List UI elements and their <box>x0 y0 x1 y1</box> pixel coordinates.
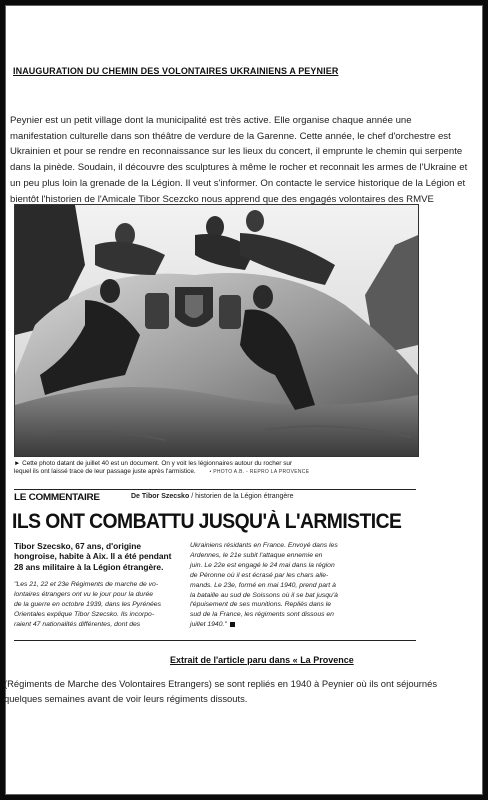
body-line: l'épuisement de ses munitions. Repliés dans le <box>190 601 332 609</box>
divider <box>14 489 416 490</box>
lead-line: hongroise, habite à Aix. Il a été pendant <box>14 551 172 562</box>
caption-text: lequel ils ont laissé trace de leur passage juste après l'armistice. <box>14 468 196 476</box>
outro-line: (Régiments de Marche des Volontaires Etrangers) se sont repliés en 1940 à Peynier où ils ont séjournés <box>4 678 438 689</box>
intro-line: Peynier est un petit village dont la municipalité est très active. Elle organise chaque année une <box>10 115 412 126</box>
byline-name: De Tibor Szecsko <box>131 493 190 500</box>
body-line: lontaires étrangers ont vu le jour pour la durée <box>14 590 154 598</box>
body-line: raient 47 nationalités différentes, dont des <box>14 620 141 628</box>
divider <box>14 640 416 641</box>
body-line: mands. Le 23e, formé en mai 1940, prend part à <box>190 581 336 589</box>
intro-paragraph <box>10 113 480 207</box>
outro-line: quelques semaines avant de voir leurs régiments dissouts. <box>4 693 248 704</box>
body-line: juillet 1940." <box>190 621 227 629</box>
lead-line: Tibor Szecsko, 67 ans, d'origine <box>14 541 142 551</box>
body-line: juin. Le 22e est engagé le 24 mai dans la région <box>190 561 335 569</box>
historical-photo <box>14 204 419 457</box>
outro-paragraph <box>4 676 480 706</box>
intro-line: manifestation culturelle dans son théâtre de verdure de la Garenne. Cette année, le chef d'orchestre est <box>10 130 451 142</box>
caption-line: ► Cette photo datant de juillet 40 est un document. On y voit les légionnaires autour du rocher sur <box>14 460 293 467</box>
intro-line: un peu plus loin la grenade de la Légion. Il veut s'informer. On contacte le service historique de la Légion et <box>10 177 466 189</box>
intro-line: dans la pinède. Soudain, il découvre des sculptures à même le rocher et reconnait les armes de l'Ukraine et <box>10 162 468 174</box>
body-line: Orientales explique Tibor Szecsko. Ils incorpo- <box>14 610 155 618</box>
left-column <box>14 541 189 629</box>
body-line: Ardennes, le 21e subit l'attaque ennemie en <box>190 551 323 559</box>
byline-role: / historien de la Légion étrangère <box>191 493 294 500</box>
article-title: INAUGURATION DU CHEMIN DES VOLONTAIRES UKRAINIENS A PEYNIER <box>13 66 339 76</box>
lead-line: 28 ans militaire à la Légion étrangère. <box>14 561 164 572</box>
body-line: la bataille au sud de Soissons où il se bat jusqu'à <box>190 591 338 599</box>
caption-line <box>14 468 414 476</box>
photo-credit: • PHOTO A.B. - REPRO LA PROVENCE <box>209 469 310 476</box>
section-label: LE COMMENTAIRE <box>14 492 100 503</box>
byline <box>131 493 294 500</box>
body-line: Ukrainiens résidants en France. Envoyé dans les <box>190 542 338 549</box>
right-column <box>190 541 415 630</box>
photo-caption <box>14 460 414 477</box>
body-line: de Péronne où il est écrasé par les chars alle- <box>190 571 329 579</box>
body-text <box>14 580 189 630</box>
body-line-last <box>190 620 415 630</box>
body-line: sud de la France, les régiments sont dissous en <box>190 611 334 619</box>
legionnaires-at-rock-photo <box>15 205 418 456</box>
intro-line: Ukrainien et pour se rendre en reconnaissance sur les lieux du concert, il emprunte le chemin qui serpente <box>10 146 463 158</box>
lead-paragraph <box>14 541 189 572</box>
extract-title: Extrait de l'article paru dans « La Provence <box>170 655 354 665</box>
comment-header <box>14 492 416 504</box>
intro-line: bientôt l'historien de l'Amicale Tibor Scezcko nous apprend que des engagés volontaires des RMVE <box>10 193 434 205</box>
body-line: "Les 21, 22 et 23e Régiments de marche de vo- <box>14 580 159 588</box>
body-line: de la guerre en octobre 1939, dans les Pyrénées <box>14 600 161 608</box>
clipping-headline: ILS ONT COMBATTU JUSQU'À L'ARMISTICE <box>12 510 402 533</box>
end-square-icon <box>230 622 235 627</box>
